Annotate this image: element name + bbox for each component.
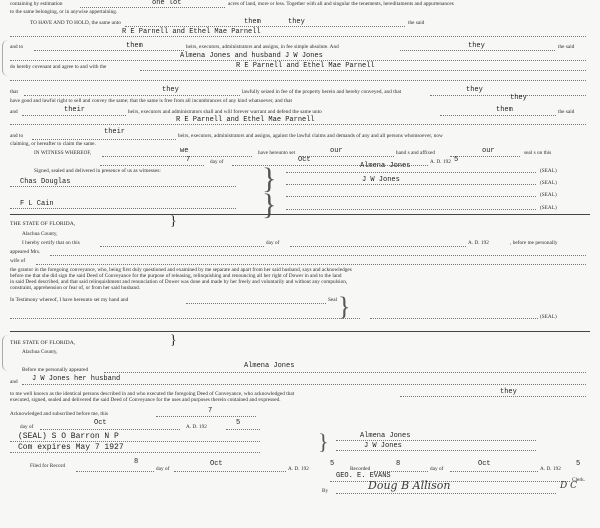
ack-text: executed, signed, sealed and delivered the said Deed of Conveyance for the uses and purposes therein contained and expressed. [10,397,281,403]
filled-value: our [330,147,343,155]
grantor-signature: J W Jones [362,176,400,184]
habendum-text: and [10,109,18,115]
filed-year: 5 [330,460,335,468]
ack-text: the grantor in the foregoing conveyance, who, being first duly questioned and examined by me separate and apart from her said husband, says and acknowledges [10,267,352,273]
ack-text: constraint, apprehension or fear of, or from her said husband. [10,285,141,291]
grantor-signature: Almena Jones [360,162,411,170]
ack-text: day of [266,240,280,246]
estimate-value: one lot [152,0,182,7]
witness-text: Signed, sealed and delivered in presence of us as witnesses: [34,168,161,174]
witness-signature: Chas Douglas [20,178,71,186]
filled-value: them [126,42,143,50]
recorded-month: Oct [478,460,491,468]
habendum-text: do hereby covenant and agree to and with the [10,64,107,70]
record-text: day of [430,466,444,472]
habendum-text: and to [10,133,24,139]
deputy-clerk-signature: Doug B Allison [368,479,451,492]
habendum-text: lawfully seized in fee of the property herein and hereby conveyed, and that [242,89,402,95]
witness-text: seal s on this [524,150,552,156]
seal-label: (SEAL) [540,168,557,174]
filled-value: they [162,86,179,94]
filled-value: our [482,147,495,155]
record-text: Clerk. [572,477,586,483]
ack-text: In Testimony whereof, I have hereunto set my hand and [10,297,129,303]
ack-text: Acknowledged and subscribed before me, this [10,411,109,417]
habendum-text: the said [558,44,575,50]
filled-value: they [500,388,517,396]
witness-text: A. D. 192 [430,159,451,165]
habendum-text: heirs, executors and administrators shall and will forever warrant and defend the same unto [128,109,322,115]
sign-month: Oct [298,156,311,164]
witness-text: have hereunto set [258,150,296,156]
witness-text: day of [210,159,224,165]
grantor-signature: J W Jones [364,442,402,450]
filled-value: we [180,147,189,155]
notary-seal: (SEAL) S O Barron N P [18,432,119,441]
state-heading: THE STATE OF FLORIDA, [10,221,76,227]
ack-month: Oct [94,419,107,427]
filed-day: 8 [134,458,139,466]
county-heading: Alachua County, [22,231,58,237]
deed-page: containing by estimation one lot acres of land, more or less. Together with all and singular the tenements, hereditaments and appurtenances to the same belonging, or in anywise appertaining. TO HAVE AND TO HOLD, the same unto them they the said R E Parnell and Ethel Mae Parnell and to them heirs, executors, administrators and assigns, in fee simple absolute. And they the said Almena Jones and husband J W Jones do hereby covenant and agree to and with the R E Parnell and Ethel Mae Parnell that they lawfully seized in fee of the property herein and hereby conveyed, and that they have good and lawful right to sell and convey the same; that the same is free from all incumbrances of any kind whatsoever, and that they and their heirs, executors and administrators shall and will forever warrant and defend the same unto them the said R E Parnell and Ethel Mae Parnell and to their heirs, executors, administrators and assigns, against the lawful claims and demands of any and all persons whomsoever, now claiming, or hereafter to claim the same. IN WITNESS WHEREOF, we have hereunto set our hand s and affixed our seal s on this 7 day of Oct A. D. 192 5 Signed, sealed and delivered in presence of us as witnesses: } } Chas Douglas F L Cain Almena Jones (SEAL) J W Jones (SEAL) (SEAL) (SEAL) THE STATE OF FLORIDA, } Alachua County, I hereby certify that on this day of A. D. 192 , before me personally appeared Mrs. wife of the grantor in the foregoing conveyance, who, being first duly questioned and examined by me separate and apart from her said husband, says and acknowledges before me that she did sign the said Deed of Conveyance for the purpose of releasing, relinquishing and renouncing all her right of Dower in and to the land in said Deed described, and that said relinquishment and renunciation of Dower was done and made by her freely and voluntarily and without any compulsion, constraint, apprehension or fear of, or from her said husband. In Testimony whereof, I have hereunto set my hand and Seal } (SEAL) THE STATE OF FLORIDA, } Alachua County, Before me personally appeared Almena Jones and J W Jones her husband to me well known as the identical persons described in and who executed the foregoing Deed of Conveyance, who acknowledged that they executed, signed, sealed and delivered the said Deed of Conveyance for the uses and purposes therein contained and expressed. Acknowledged and subscribed before me, this 7 day of Oct A. D. 192 5 (SEAL) S O Barron N P Com expires May 7 1927 } Almena Jones J W Jones Filed for Record 8 day of Oct A. D. 192 5 Recorded 8 day of Oct A. D. 192 5 GEO. E. EVANS Clerk. By Doug B Allison D C [0,0,600,528]
record-text: A. D. 192 [288,466,309,472]
filed-month: Oct [210,460,223,468]
ack-text: A. D. 192 [468,240,489,246]
ack-year: 5 [236,419,241,427]
filled-value: they [466,86,483,94]
recorded-day: 8 [396,460,401,468]
record-text: Filed for Record [30,463,66,469]
sign-year: 5 [454,156,459,164]
ack-text: wife of [10,258,26,264]
clerk-name: GEO. E. EVANS [336,472,391,480]
ack-text: in said Deed described, and that said relinquishment and renunciation of Dower was done and made by her freely and voluntarily and without any compulsion, [10,279,348,285]
deputy-clerk-label: D C [560,481,577,491]
grantee-name: R E Parnell and Ethel Mae Parnell [122,28,261,36]
ack-text: before me that she did sign the said Deed of Conveyance for the purpose of releasing, relinquishing and renouncing all her right of Dower in and to the land [10,273,342,279]
habendum-text: that [10,89,18,95]
grantor-names: Almena Jones and husband J W Jones [180,52,323,60]
habendum-text: claiming, or hereafter to claim the same. [10,141,96,147]
filled-value: them [496,106,513,114]
ack-text: Before me personally appeared [22,367,89,373]
grantee-name: R E Parnell and Ethel Mae Parnell [176,116,315,124]
habendum-text: heirs, executors, administrators and assigns, against the lawful claims and demands of any and all persons whomsoever, now [178,133,443,139]
state-heading: THE STATE OF FLORIDA, [10,340,76,346]
record-text: Recorded [350,466,371,472]
appearing-person: Almena Jones [244,362,295,370]
record-text: day of [156,466,170,472]
commission-expires: Com expires May 7 1927 [18,443,124,452]
ack-text: A. D. 192 [186,424,207,430]
habendum-text: TO HAVE AND TO HOLD, the same unto [30,20,121,26]
habendum-text: heirs, executors, administrators and assigns, in fee simple absolute. And [186,44,339,50]
seal-label: (SEAL) [540,205,557,211]
county-heading: Alachua County, [22,349,58,355]
grantee-name: R E Parnell and Ethel Mae Parnell [236,62,375,70]
filled-value: they [468,42,485,50]
habendum-text: and to [10,44,24,50]
recorded-year: 5 [576,460,581,468]
ack-text: , before me personally [510,240,558,246]
sign-day: 7 [186,156,191,164]
grantor-signature: Almena Jones [360,432,411,440]
margin-mark [2,335,9,371]
ack-text: I hereby certify that on this [22,240,80,246]
seal-label: (SEAL) [540,314,557,320]
seal-label: (SEAL) [540,180,557,186]
filled-value: they [510,94,527,102]
witness-text: hand s and affixed [396,150,435,156]
filled-value: they [288,18,305,26]
habendum-text: have good and lawful right to sell and convey the same; that the same is free from all incumbrances of any kind whatsoever, and that [10,98,292,104]
ack-text: day of [20,424,34,430]
witness-signature: F L Cain [20,200,54,208]
intro-line: acres of land, more or less. Together with all and singular the tenements, hereditaments and appurtenances [228,1,454,7]
witness-text: IN WITNESS WHEREOF, [34,150,92,156]
filled-value: their [104,128,126,136]
ack-text: to me well known as the identical persons described in and who executed the foregoing Deed of Conveyance, who acknowledged that [10,391,295,397]
ack-text: Seal [328,297,338,303]
record-text: By [322,488,329,494]
habendum-text: the said [558,109,575,115]
record-text: A. D. 192 [540,466,561,472]
appearing-person: J W Jones her husband [32,375,121,383]
filled-value: them [244,18,261,26]
ack-text: appeared Mrs. [10,249,41,255]
intro-line: containing by estimation [10,1,63,7]
seal-label: (SEAL) [540,192,557,198]
habendum-text: the said [408,20,425,26]
ack-text: and [10,379,18,385]
intro-line: to the same belonging, or in anywise appertaining. [10,9,118,15]
ack-day: 7 [208,407,213,415]
filled-value: their [64,106,86,114]
margin-mark [2,40,9,76]
